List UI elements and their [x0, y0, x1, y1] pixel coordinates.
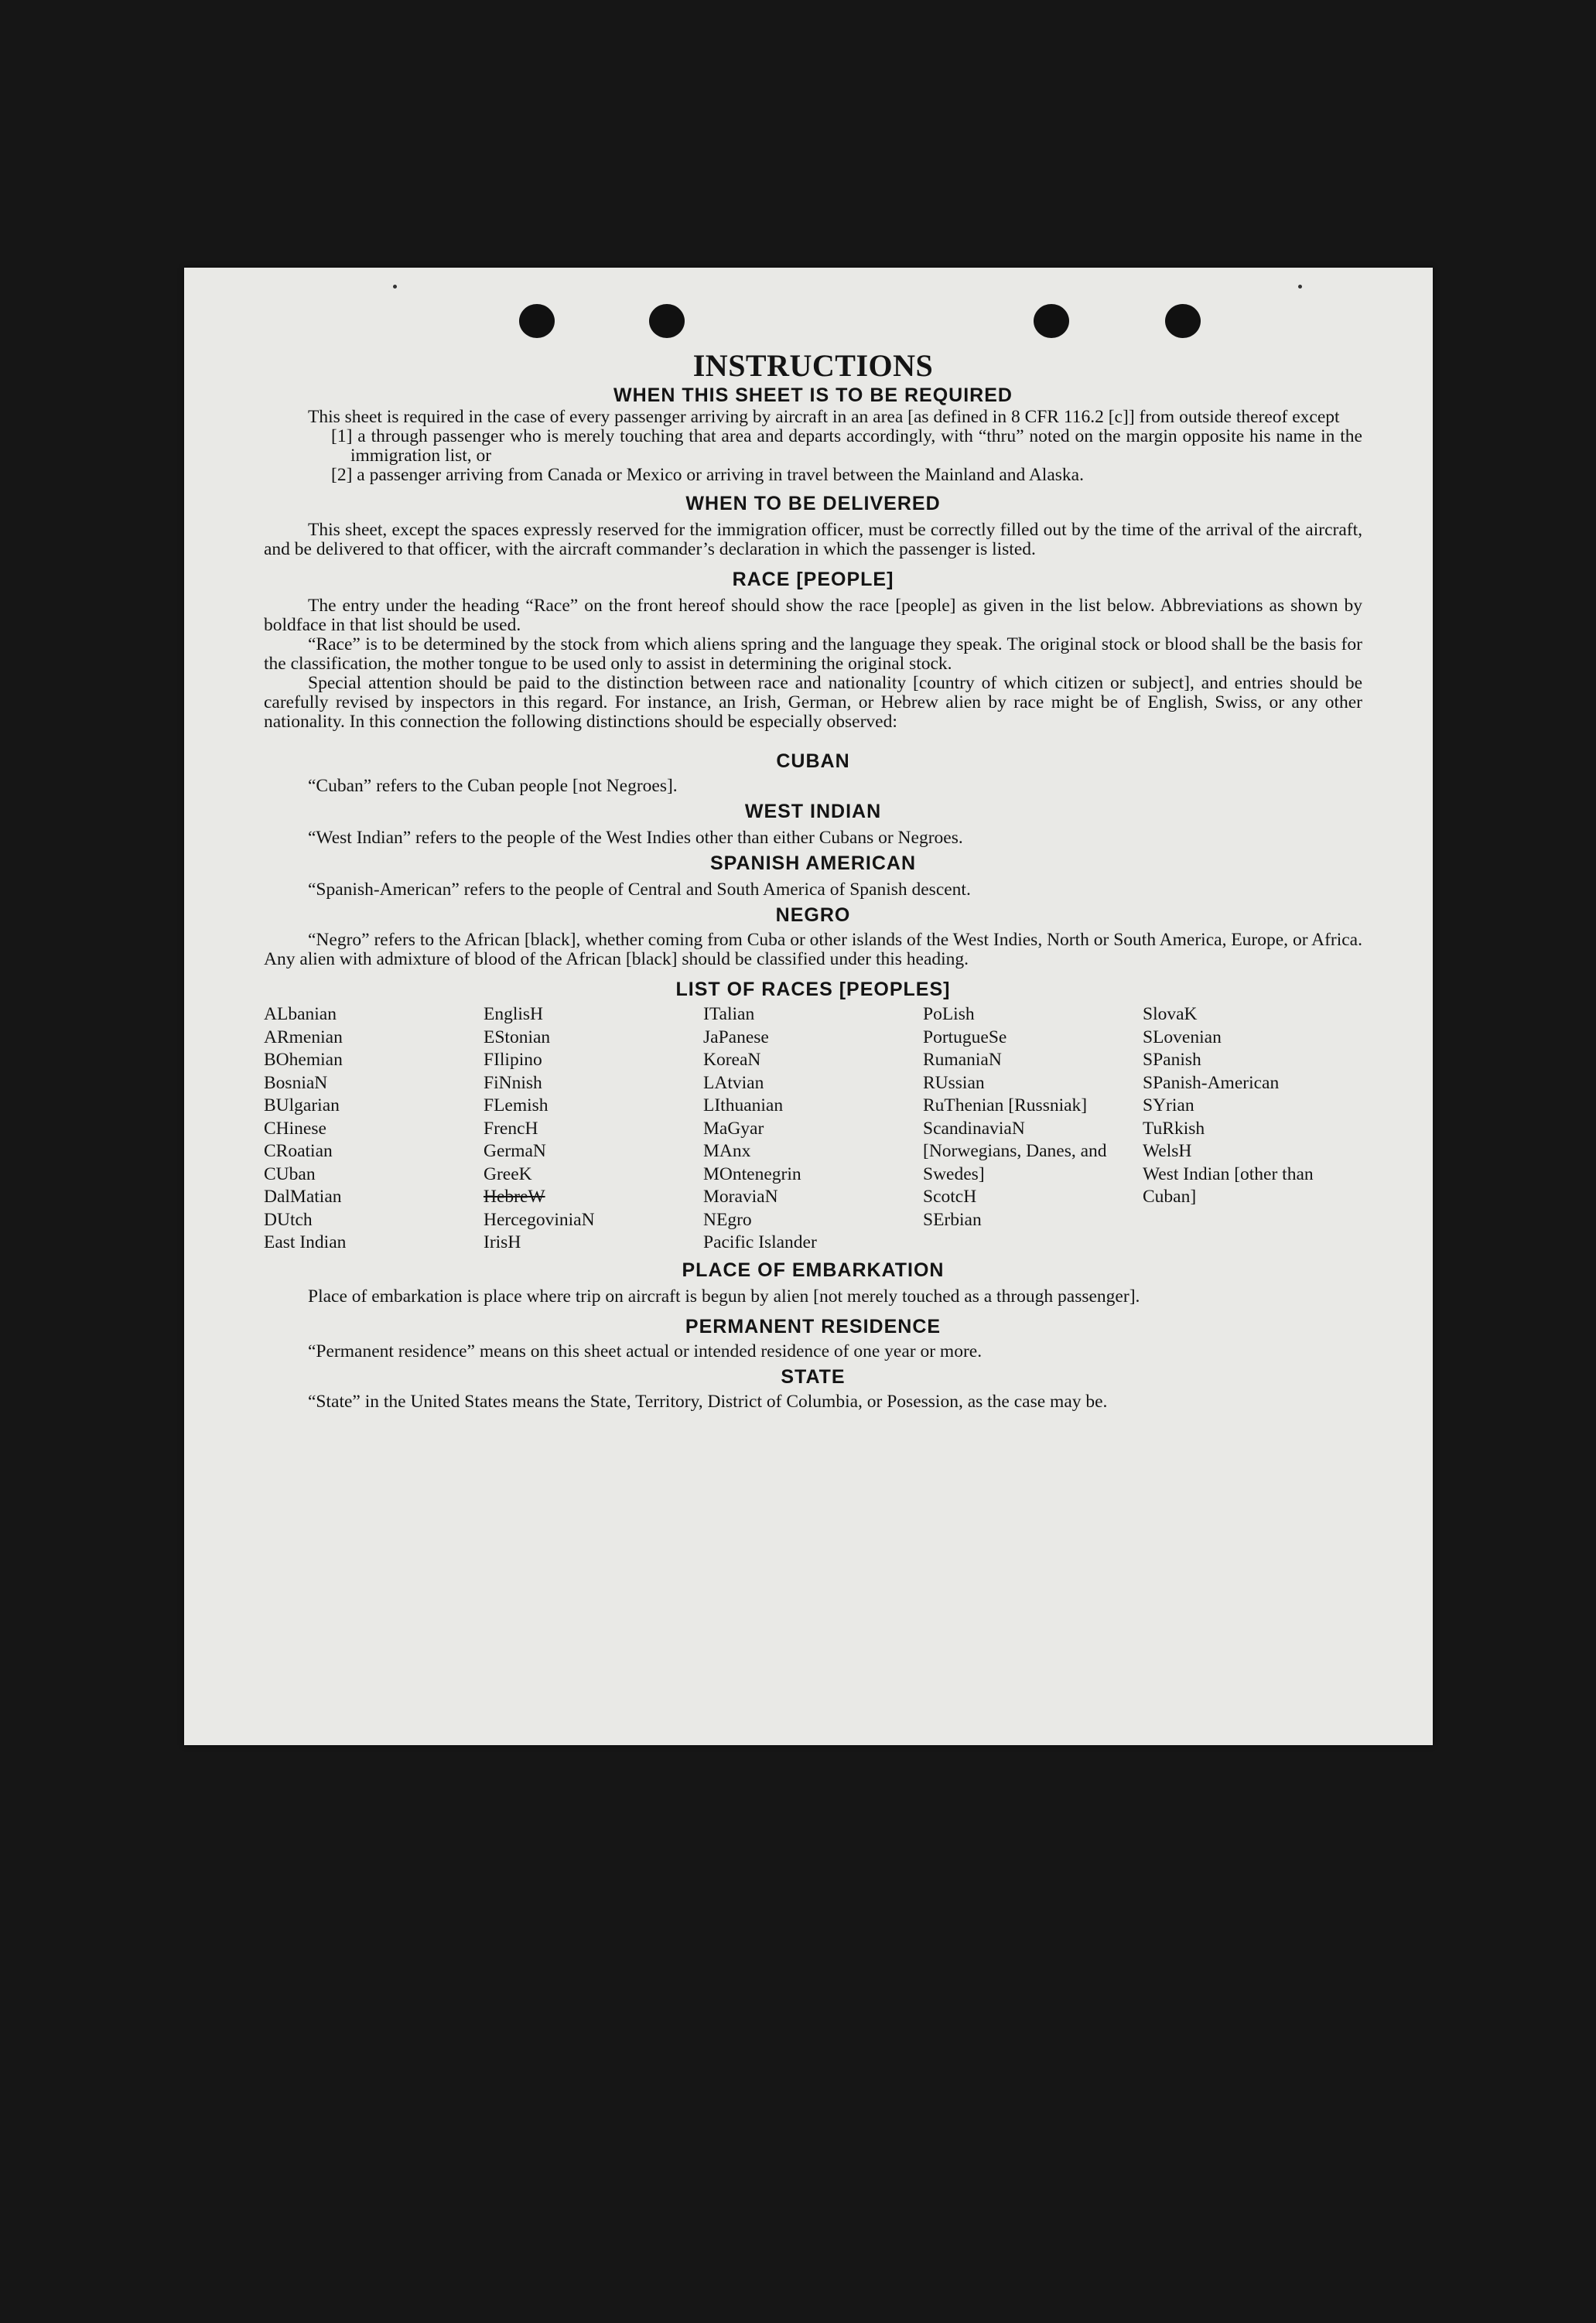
race-entry: KoreaN: [703, 1050, 761, 1070]
race-column-3: [703, 1003, 923, 1255]
race-entry: IrisH: [484, 1232, 521, 1252]
race-entry: FrencH: [484, 1118, 538, 1139]
race-entry: ARmenian: [264, 1027, 343, 1047]
race-column-4: [923, 1003, 1143, 1255]
section-heading-spanish-american: SPANISH AMERICAN: [709, 852, 916, 874]
required-item-1: [1] a through passenger who is merely touching that area and departs accordingly, with “thru” noted on the margin opposite his name in the immigration list, or: [331, 426, 1362, 466]
race-paragraph-2: “Race” is to be determined by the stock from which aliens spring and the language they speak. The original stock or blood shall be the basis for the classification, the mother tongue to be used only to assist in determining the original stock.: [264, 634, 1362, 674]
section-heading-west-indian: WEST INDIAN: [744, 801, 882, 822]
race-entry: WelsH: [1143, 1141, 1192, 1161]
spanish-american-text: “Spanish-American” refers to the people of Central and South America of Spanish descent.: [308, 880, 971, 900]
race-entry: MOntenegrin: [703, 1163, 801, 1184]
punch-hole: [649, 304, 685, 338]
race-entry: ITalian: [703, 1004, 755, 1024]
state-text: “State” in the United States means the State, Territory, District of Columbia, or Posession, as the case may be.: [308, 1391, 1108, 1412]
punch-hole: [519, 304, 555, 338]
race-entry: SPanish-American: [1143, 1072, 1280, 1093]
race-entry: SYrian: [1143, 1095, 1194, 1115]
race-entry: EnglisH: [484, 1004, 544, 1024]
race-entry: ScotcH: [923, 1187, 977, 1207]
race-entry: RuThenian [Russniak]: [923, 1095, 1088, 1115]
race-entry: CUban: [264, 1163, 316, 1184]
race-entry: LIthuanian: [703, 1095, 784, 1115]
speck: [393, 285, 397, 289]
race-entry: BOhemian: [264, 1050, 343, 1070]
race-entry: FLemish: [484, 1095, 549, 1115]
race-entry: TuRkish: [1143, 1118, 1205, 1139]
race-column-5: [1143, 1003, 1362, 1255]
cuban-text: “Cuban” refers to the Cuban people [not Negroes].: [308, 776, 678, 796]
section-heading-list-of-races: LIST OF RACES [PEOPLES]: [675, 979, 951, 1000]
race-entry: CHinese: [264, 1118, 326, 1139]
race-entry: DalMatian: [264, 1187, 342, 1207]
delivered-text: This sheet, except the spaces expressly reserved for the immigration officer, must be correctly filled out by the time of the arrival of the aircraft, and be delivered to that officer, with the aircraft commander’s declaration in which the passenger is listed.: [264, 520, 1362, 559]
race-list: [264, 1003, 1362, 1255]
document-body: [264, 349, 1362, 1412]
document-title: INSTRUCTIONS: [692, 348, 934, 383]
negro-text: “Negro” refers to the African [black], whether coming from Cuba or other islands of the West Indies, North or South America, Europe, or Africa. Any alien with admixture of blood of the African [black] should be classified under this heading.: [264, 930, 1362, 969]
race-entry: HercegoviniaN: [484, 1209, 595, 1230]
race-entry: PortugueSe: [923, 1027, 1007, 1047]
race-paragraph-3: Special attention should be paid to the distinction between race and nationality [country of which citizen or subject], and entries should be carefully revised by inspectors in this regard. For instance, an Irish, German, or Hebrew alien by race might be of English, Swiss, or any other nationality. In this connection the following distinctions should be especially observed:: [264, 673, 1362, 732]
section-heading-permanent-residence: PERMANENT RESIDENCE: [685, 1315, 942, 1337]
punch-hole: [1165, 304, 1201, 338]
section-heading-required: WHEN THIS SHEET IS TO BE REQUIRED: [613, 384, 1013, 406]
race-entry: ScandinaviaN [Norwegians, Danes, and Swedes]: [923, 1118, 1107, 1184]
race-entry: DUtch: [264, 1209, 313, 1230]
race-entry: GreeK: [484, 1163, 532, 1184]
race-entry: NEgro: [703, 1209, 752, 1230]
section-heading-race: RACE [PEOPLE]: [732, 569, 894, 590]
section-heading-delivered: WHEN TO BE DELIVERED: [685, 493, 941, 514]
race-entry: RumaniaN: [923, 1050, 1002, 1070]
required-item-2: [2] a passenger arriving from Canada or Mexico or arriving in travel between the Mainland and Alaska.: [331, 465, 1084, 485]
race-paragraph-1: The entry under the heading “Race” on the front hereof should show the race [people] as given in the list below. Abbreviations as shown by boldface in that list should be used.: [264, 596, 1362, 635]
race-entry: MAnx: [703, 1141, 751, 1161]
punch-hole: [1034, 304, 1069, 338]
west-indian-text: “West Indian” refers to the people of the West Indies other than either Cubans or Negroes.: [308, 828, 963, 848]
race-entry: MaGyar: [703, 1118, 764, 1139]
section-heading-state: STATE: [781, 1365, 846, 1388]
race-entry-struck: HebreW: [484, 1187, 545, 1207]
permanent-residence-text: “Permanent residence” means on this sheet actual or intended residence of one year or more.: [308, 1341, 983, 1361]
race-entry: CRoatian: [264, 1141, 333, 1161]
race-entry: GermaN: [484, 1141, 546, 1161]
race-entry: West Indian [other than Cuban]: [1143, 1163, 1314, 1207]
race-entry: SlovaK: [1143, 1004, 1198, 1024]
race-entry: SErbian: [923, 1209, 982, 1230]
instruction-sheet: [184, 268, 1433, 1745]
race-entry: SLovenian: [1143, 1027, 1222, 1047]
race-entry: FIlipino: [484, 1050, 542, 1070]
speck: [1298, 285, 1302, 289]
section-heading-cuban: CUBAN: [776, 750, 850, 772]
race-entry: EStonian: [484, 1027, 551, 1047]
race-entry: Pacific Islander: [703, 1232, 817, 1252]
race-entry: East Indian: [264, 1232, 347, 1252]
race-entry: FiNnish: [484, 1072, 542, 1093]
race-entry: SPanish: [1143, 1050, 1201, 1070]
race-column-2: [484, 1003, 703, 1255]
race-entry: LAtvian: [703, 1072, 764, 1093]
race-column-1: [264, 1003, 484, 1255]
race-entry: BosniaN: [264, 1072, 328, 1093]
race-entry: MoraviaN: [703, 1187, 778, 1207]
section-heading-negro: NEGRO: [775, 904, 851, 926]
race-entry: JaPanese: [703, 1027, 769, 1047]
required-intro: This sheet is required in the case of every passenger arriving by aircraft in an area [as defined in 8 CFR 116.2 [c]] from outside thereof except: [308, 407, 1340, 427]
race-entry: RUssian: [923, 1072, 985, 1093]
race-entry: PoLish: [923, 1004, 975, 1024]
race-entry: ALbanian: [264, 1004, 337, 1024]
section-heading-embarkation: PLACE OF EMBARKATION: [682, 1259, 945, 1281]
race-entry: BUlgarian: [264, 1095, 340, 1115]
embarkation-text: Place of embarkation is place where trip on aircraft is begun by alien [not merely touched as a through passenger].: [308, 1286, 1140, 1307]
